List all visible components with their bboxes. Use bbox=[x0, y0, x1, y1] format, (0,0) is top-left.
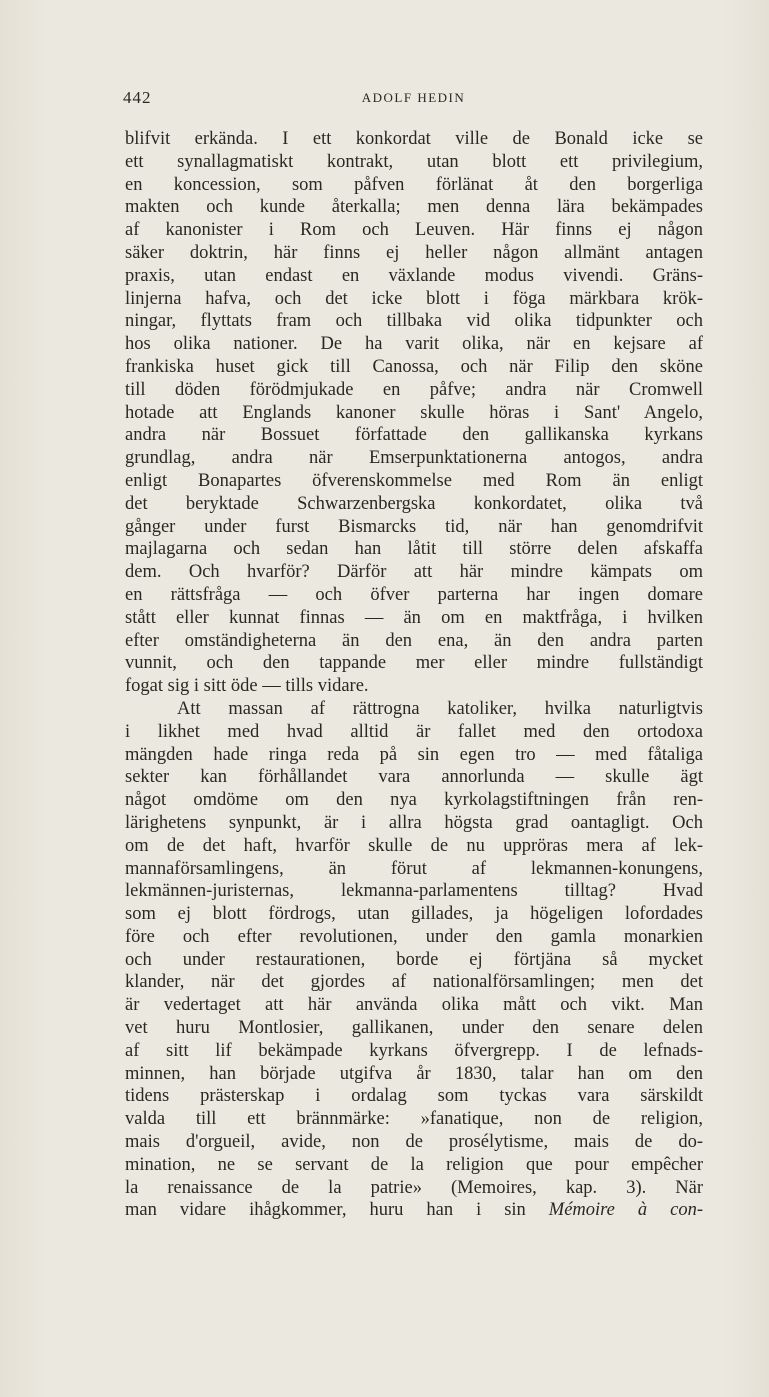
text-line: är vedertaget att här använda olika mått och vikt. Man bbox=[125, 995, 703, 1016]
text-line: hos olika nationer. De ha varit olika, när en kejsare af bbox=[125, 334, 703, 355]
text-line: som ej blott fördrogs, utan gillades, ja högeligen lofordades bbox=[125, 904, 703, 925]
text-line: lärighetens synpunkt, är i allra högsta grad oantagligt. Och bbox=[125, 812, 703, 833]
text-line: dem. Och hvarför? Därför att här mindre kämpats om bbox=[125, 562, 703, 583]
text-line: och under restaurationen, borde ej förtjäna så mycket bbox=[125, 949, 703, 970]
text-line: före och efter revolutionen, under den gamla monarkien bbox=[125, 926, 703, 947]
text-line: la renaissance de la patrie» (Memoires, kap. 3). När bbox=[125, 1177, 703, 1198]
final-line-italic: Mémoire à con- bbox=[548, 1200, 703, 1221]
text-line: sekter kan förhållandet vara annorlunda — skulle ägt bbox=[125, 767, 703, 788]
text-line: mination, ne se servant de la religion que pour empêcher bbox=[125, 1154, 703, 1175]
body-text bbox=[125, 128, 703, 1222]
text-line: makten och kunde återkalla; men denna lära bekämpades bbox=[125, 197, 703, 218]
text-line: stått eller kunnat finnas — än om en maktfråga, i hvilken bbox=[125, 607, 703, 628]
text-line: ningar, flyttats fram och tillbaka vid olika tidpunkter och bbox=[125, 311, 703, 332]
page-header bbox=[123, 88, 704, 110]
text-line: ett synallagmatiskt kontrakt, utan blott ett privilegium, bbox=[125, 151, 703, 172]
text-line: en rättsfråga — och öfver parterna har ingen domare bbox=[125, 584, 703, 605]
text-line: frankiska huset gick till Canossa, och när Filip den sköne bbox=[125, 356, 703, 377]
text-line: om de det haft, hvarför skulle de nu uppröras mera af lek- bbox=[125, 835, 703, 856]
text-line: majlagarna och sedan han låtit till större delen afskaffa bbox=[125, 539, 703, 560]
text-line: linjerna hafva, och det icke blott i föga märkbara krök- bbox=[125, 288, 703, 309]
text-line: något omdöme om den nya kyrkolagstiftningen från ren- bbox=[125, 790, 703, 811]
text-line: till döden förödmjukade en påfve; andra när Cromwell bbox=[125, 379, 703, 400]
final-line-text: man vidare ihågkommer, huru han i sin bbox=[125, 1200, 526, 1221]
text-line: gånger under furst Bismarcks tid, när han genomdrifvit bbox=[125, 516, 703, 537]
text-line: vet huru Montlosier, gallikanen, under den senare delen bbox=[125, 1018, 703, 1039]
text-line: en koncession, som påfven förlänat åt den borgerliga bbox=[125, 174, 703, 195]
paragraph-end-line: fogat sig i sitt öde — tills vidare. bbox=[125, 676, 369, 697]
paragraph-start-line: Att massan af rättrogna katoliker, hvilka naturligtvis bbox=[177, 698, 703, 719]
text-line: mängden hade ringa reda på sin egen tro — med fåtaliga bbox=[125, 744, 703, 765]
text-line: grundlag, andra när Emserpunktationerna antogos, andra bbox=[125, 448, 703, 469]
text-line: andra när Bossuet författade den gallikanska kyrkans bbox=[125, 425, 703, 446]
text-line: säker doktrin, här finns ej heller någon allmänt antagen bbox=[125, 242, 703, 263]
text-line: i likhet med hvad alltid är fallet med den ortodoxa bbox=[125, 721, 703, 742]
text-line: mais d'orgueil, avide, non de prosélytisme, mais de do- bbox=[125, 1132, 703, 1153]
text-line: praxis, utan endast en växlande modus vivendi. Gräns- bbox=[125, 265, 703, 286]
text-line: klander, när det gjordes af nationalförsamlingen; men det bbox=[125, 972, 703, 993]
text-line: det beryktade Schwarzenbergska konkordatet, olika två bbox=[125, 493, 703, 514]
final-line bbox=[125, 1199, 703, 1222]
text-line: vunnit, och den tappande mer eller mindre fullständigt bbox=[125, 653, 703, 674]
text-line: enligt Bonapartes öfverenskommelse med Rom än enligt bbox=[125, 470, 703, 491]
text-line: valda till ett brännmärke: »fanatique, non de religion, bbox=[125, 1109, 703, 1130]
running-head: ADOLF HEDIN bbox=[361, 90, 466, 105]
text-line: lekmännen-juristernas, lekmanna-parlamentens tilltag? Hvad bbox=[125, 881, 703, 902]
text-line: blifvit erkända. I ett konkordat ville de Bonald icke se bbox=[125, 129, 703, 149]
text-line: af sitt lif bekämpade kyrkans öfvergrepp. I de lefnads- bbox=[125, 1040, 703, 1061]
text-line: hotade att Englands kanoner skulle höras i Sant' Angelo, bbox=[125, 402, 703, 423]
page-number: 442 bbox=[123, 88, 152, 107]
text-line: tidens prästerskap i ordalag som tyckas vara särskildt bbox=[125, 1086, 703, 1107]
text-line: efter omständigheterna än den ena, än den andra parten bbox=[125, 630, 703, 651]
text-line: af kanonister i Rom och Leuven. Här finns ej någon bbox=[125, 220, 703, 241]
text-line: minnen, han började utgifva år 1830, talar han om den bbox=[125, 1063, 703, 1084]
text-line: mannaförsamlingens, än förut af lekmannen-konungens, bbox=[125, 858, 703, 879]
